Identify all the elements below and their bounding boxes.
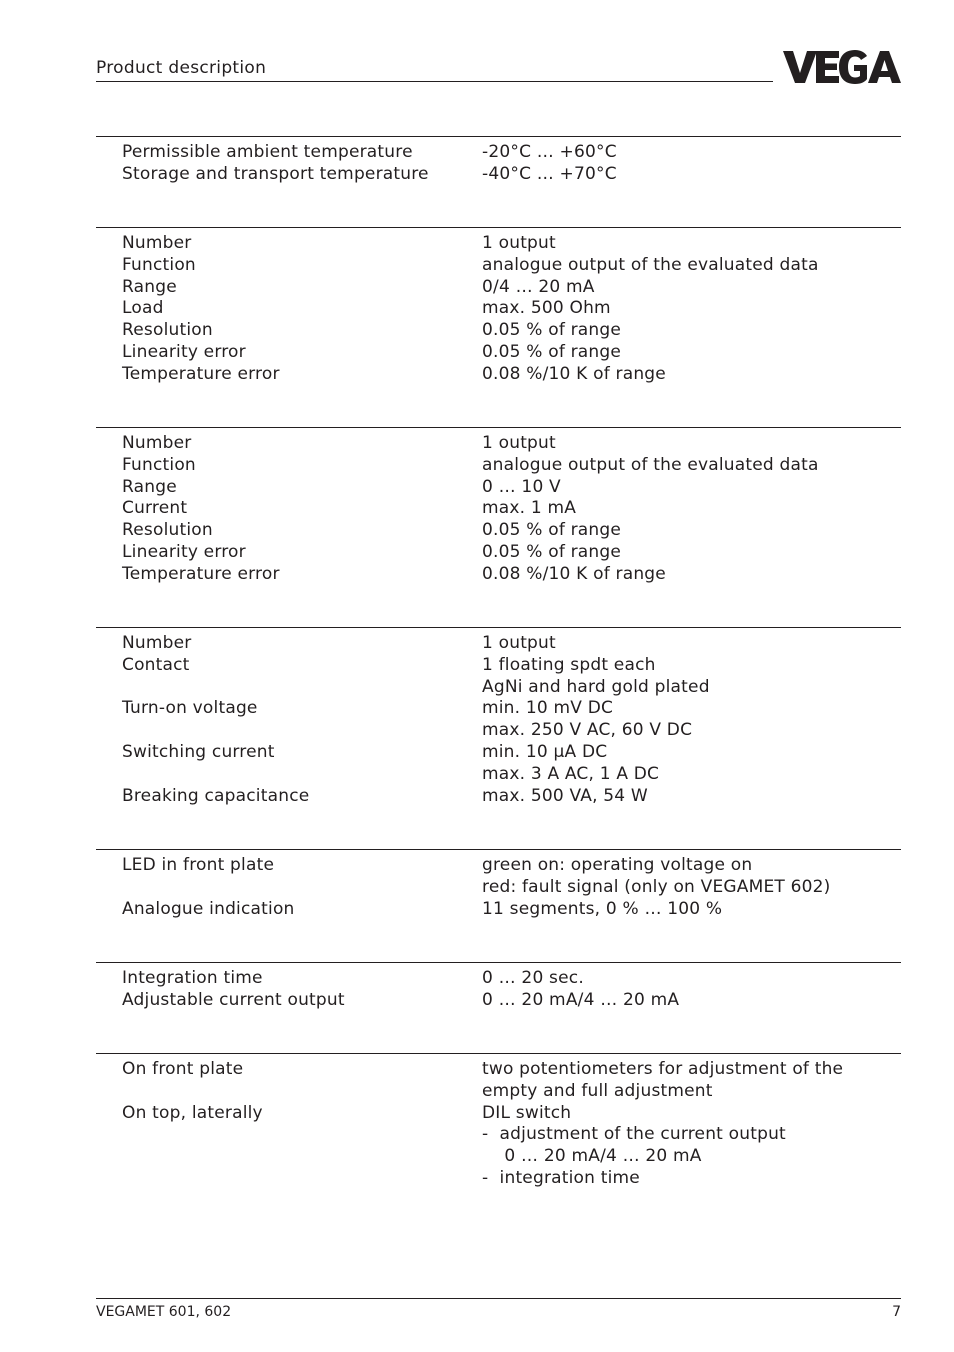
spec-value: max. 250 V AC, 60 V DC <box>482 720 693 741</box>
vega-logo <box>783 48 901 86</box>
spec-value: 0.05 % of range <box>482 520 622 541</box>
page-header-title: Product description <box>96 58 267 78</box>
spec-value: two potentiometers for adjustment of the <box>482 1059 844 1079</box>
spec-row <box>96 1103 901 1125</box>
spec-value: max. 3 A AC, 1 A DC <box>482 763 660 784</box>
spec-label: Temperature error <box>122 363 280 384</box>
spec-label: Contact <box>122 654 190 675</box>
spec-value: 0.05 % of range <box>482 341 622 362</box>
spec-row <box>96 342 901 364</box>
spec-value: - adjustment of the current output <box>482 1124 786 1145</box>
spec-label: Linearity error <box>122 541 246 562</box>
spec-value: AgNi and hard gold plated <box>482 676 710 697</box>
spec-label: Function <box>122 454 196 475</box>
spec-row <box>96 720 901 742</box>
spec-row <box>96 255 901 277</box>
spec-row <box>96 764 901 786</box>
spec-row <box>96 1124 901 1146</box>
spec-value: 0 … 20 mA/4 … 20 mA <box>482 1146 702 1167</box>
spec-label: Current <box>122 498 188 519</box>
spec-row <box>96 164 901 186</box>
spec-label: Temperature error <box>122 563 280 584</box>
spec-value: 0.05 % of range <box>482 541 622 562</box>
spec-row <box>96 1081 901 1103</box>
spec-row <box>96 855 901 877</box>
spec-value: max. 500 Ohm <box>482 298 611 319</box>
spec-value: DIL switch <box>482 1102 572 1123</box>
spec-value: max. 1 mA <box>482 498 577 519</box>
spec-label: Switching current <box>122 741 275 762</box>
spec-label: On top, laterally <box>122 1102 263 1123</box>
spec-label: Turn-on voltage <box>122 698 258 719</box>
spec-label: Number <box>122 433 192 453</box>
spec-row <box>96 633 901 655</box>
spec-row <box>96 433 901 455</box>
spec-label: Load <box>122 298 164 319</box>
spec-value: 0 … 20 sec. <box>482 968 584 988</box>
spec-section-relay-output <box>96 627 901 807</box>
spec-label: Storage and transport temperature <box>122 163 429 184</box>
spec-label: Number <box>122 233 192 253</box>
spec-label: On front plate <box>122 1059 244 1079</box>
spec-label: Resolution <box>122 520 213 541</box>
spec-row <box>96 655 901 677</box>
spec-row <box>96 877 901 899</box>
spec-label: Number <box>122 633 192 653</box>
spec-value: -40°C … +70°C <box>482 163 617 184</box>
spec-row <box>96 455 901 477</box>
spec-row <box>96 899 901 921</box>
spec-value: 11 segments, 0 % … 100 % <box>482 898 723 919</box>
spec-row <box>96 786 901 808</box>
spec-section-indication <box>96 849 901 920</box>
spec-label: Range <box>122 276 177 297</box>
spec-value: 0.08 %/10 K of range <box>482 363 666 384</box>
spec-label: LED in front plate <box>122 855 275 875</box>
spec-label: Permissible ambient temperature <box>122 142 413 162</box>
spec-row <box>96 142 901 164</box>
spec-value: 0/4 … 20 mA <box>482 276 595 297</box>
spec-value: 0 … 20 mA/4 … 20 mA <box>482 989 680 1010</box>
spec-value: min. 10 mV DC <box>482 698 614 719</box>
spec-label: Linearity error <box>122 341 246 362</box>
spec-value: 0.08 %/10 K of range <box>482 563 666 584</box>
spec-row <box>96 498 901 520</box>
spec-value: 1 floating spdt each <box>482 654 656 675</box>
footer-divider <box>96 1298 901 1299</box>
spec-value: red: fault signal (only on VEGAMET 602) <box>482 876 831 897</box>
spec-value: analogue output of the evaluated data <box>482 454 819 475</box>
header-divider <box>96 81 773 82</box>
spec-value: 0 … 10 V <box>482 476 561 497</box>
spec-value: analogue output of the evaluated data <box>482 254 819 275</box>
spec-row <box>96 520 901 542</box>
spec-label: Analogue indication <box>122 898 295 919</box>
spec-row <box>96 968 901 990</box>
spec-value: - integration time <box>482 1167 640 1188</box>
spec-value: max. 500 VA, 54 W <box>482 785 648 806</box>
spec-label: Resolution <box>122 320 213 341</box>
spec-value: 0.05 % of range <box>482 320 622 341</box>
spec-row <box>96 364 901 386</box>
spec-label: Breaking capacitance <box>122 785 310 806</box>
footer-product-name: VEGAMET 601, 602 <box>96 1304 232 1320</box>
spec-row <box>96 564 901 586</box>
spec-row <box>96 477 901 499</box>
spec-row <box>96 1146 901 1168</box>
spec-value: empty and full adjustment <box>482 1080 713 1101</box>
page-number: 7 <box>892 1304 901 1320</box>
spec-value: min. 10 µA DC <box>482 741 608 762</box>
spec-row <box>96 277 901 299</box>
spec-section-current-output <box>96 227 901 386</box>
spec-value: green on: operating voltage on <box>482 855 753 875</box>
spec-section-voltage-output <box>96 427 901 586</box>
spec-label: Integration time <box>122 968 263 988</box>
spec-label: Function <box>122 254 196 275</box>
spec-row <box>96 233 901 255</box>
spec-row <box>96 742 901 764</box>
spec-value: 1 output <box>482 633 556 653</box>
spec-row <box>96 698 901 720</box>
spec-value: -20°C … +60°C <box>482 142 617 162</box>
spec-section-ambient <box>96 136 901 186</box>
spec-row <box>96 1168 901 1190</box>
spec-label: Adjustable current output <box>122 989 345 1010</box>
spec-row <box>96 990 901 1012</box>
spec-row <box>96 542 901 564</box>
spec-label: Range <box>122 476 177 497</box>
spec-row <box>96 320 901 342</box>
spec-value: 1 output <box>482 433 556 453</box>
spec-row <box>96 298 901 320</box>
spec-row <box>96 1059 901 1081</box>
spec-section-adjustment-elements <box>96 1053 901 1190</box>
spec-value: 1 output <box>482 233 556 253</box>
spec-section-adjustment-options <box>96 962 901 1012</box>
spec-row <box>96 677 901 699</box>
